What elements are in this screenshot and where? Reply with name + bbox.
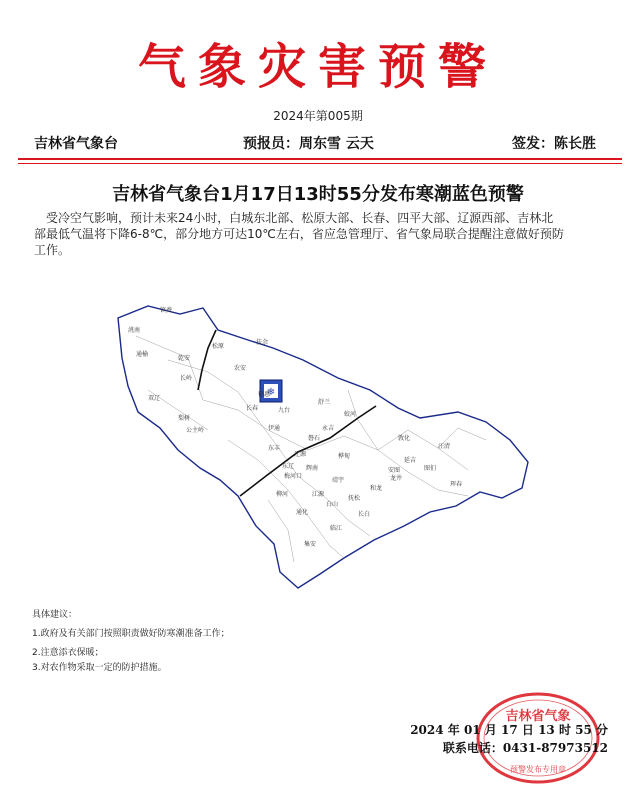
map-label: 白山	[326, 501, 339, 508]
forecasters: 预报员：周东雪 云天	[243, 136, 374, 152]
map-label: 长白	[358, 511, 371, 518]
map-label: 镇赉	[160, 307, 173, 314]
map-label: 龙井	[390, 475, 403, 482]
header-divider-thin	[18, 163, 622, 164]
seal-top-text: 吉林省气象	[505, 709, 571, 724]
map-label: 梅河口	[284, 473, 303, 480]
map-label: 桦甸	[338, 453, 351, 460]
header-divider	[18, 158, 622, 160]
map-label: 农安	[234, 365, 247, 372]
issue-datetime: 2024 年 01 月 17 日 13 时 55 分	[410, 723, 608, 737]
map-label: 通榆	[136, 351, 149, 358]
map-label: 长岭	[180, 375, 193, 382]
seal-bottom-text: 预警发布专用章	[510, 765, 566, 774]
map-label: 安图	[388, 467, 401, 474]
map-label: 柳河	[276, 491, 289, 498]
map-label: 九台	[278, 407, 291, 414]
map-label: 靖宇	[332, 477, 345, 484]
warning-headline: 吉林省气象台1月17日13时55分发布寒潮蓝色预警	[112, 184, 524, 205]
map-label: 江源	[312, 491, 325, 498]
issuing-agency: 吉林省气象台	[34, 136, 118, 152]
map-label: 汪清	[438, 443, 451, 450]
document-title: 气象灾害预警	[137, 39, 498, 95]
map-label: 磐石	[308, 435, 321, 442]
advice-item-3: 3.对农作物采取一定的防护措施。	[32, 663, 167, 673]
warning-body	[34, 210, 608, 258]
map-label: 长春	[246, 405, 259, 412]
map-label: 珲春	[450, 481, 463, 488]
map-label: 和龙	[370, 485, 383, 492]
map-label: 舒兰	[318, 399, 331, 406]
map-label: 梨树	[178, 415, 191, 422]
warning-body-line-1: 受冷空气影响，预计未来24小时，白城东北部、松原大部、长春、四平大部、辽源西部、吉林北	[46, 211, 554, 225]
warning-body-line-2: 部最低气温将下降6-8℃，部分地方可达10℃左右，省应急管理厅、省气象局联合提醒注意做好预防	[34, 227, 564, 241]
advice-heading: 具体建议：	[32, 610, 78, 620]
jilin-province-map	[108, 300, 538, 595]
official-red-seal	[474, 690, 602, 786]
map-label: 敦化	[398, 435, 411, 442]
map-label: 洮南	[128, 327, 141, 334]
map-label: 东辽	[282, 463, 295, 470]
warning-body-line-3: 工作。	[34, 243, 71, 257]
map-label: 东丰	[268, 445, 281, 452]
issue-number: 2024年第005期	[273, 109, 363, 123]
map-label: 伊通	[268, 425, 281, 432]
contact-phone: 联系电话：0431-87973512	[442, 741, 608, 755]
map-label: 抚松	[348, 495, 361, 502]
map-label: 辽源	[294, 451, 307, 458]
map-label: 松原	[212, 343, 225, 350]
map-label: 图们	[424, 465, 437, 472]
issuer: 签发：陈长胜	[512, 136, 596, 152]
advice-item-2: 2.注意添衣保暖；	[32, 648, 104, 658]
map-label: 临江	[330, 525, 343, 532]
province-outline	[118, 306, 528, 588]
map-label: 永吉	[322, 425, 335, 432]
map-label: 辉南	[306, 465, 319, 472]
advice-item-1: 1.政府及有关部门按照职责做好防寒潮准备工作；	[32, 629, 230, 639]
map-label: 延吉	[404, 457, 417, 464]
map-label: 德惠	[258, 391, 271, 398]
svg-text:❄: ❄	[266, 387, 276, 398]
map-label: 双辽	[148, 395, 161, 402]
map-label: 乾安	[178, 355, 191, 362]
map-label: 集安	[304, 541, 317, 548]
map-label: 扶余	[256, 339, 269, 346]
map-label: 通化	[296, 509, 309, 516]
map-label: 公主岭	[186, 427, 205, 434]
map-label: 蛟河	[344, 411, 357, 418]
